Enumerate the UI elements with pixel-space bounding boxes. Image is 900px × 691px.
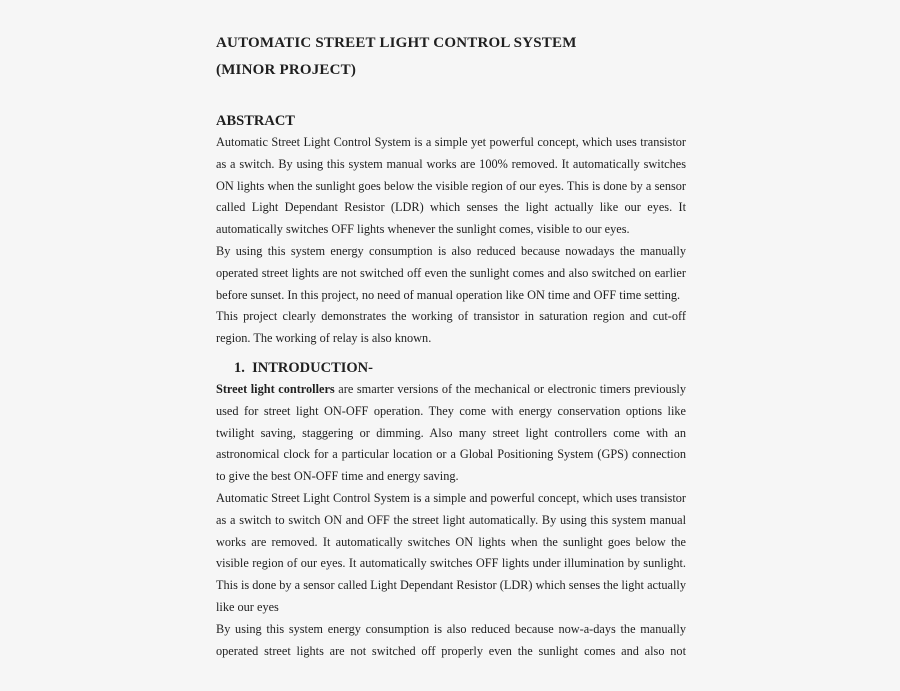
introduction-heading: 1. INTRODUCTION- xyxy=(234,359,373,376)
intro-paragraph-2: Automatic Street Light Control System is a simple and powerful concept, which uses transistor as a switch to switch ON and OFF the street light automatically. By using this system manual works are removed. It automatically switches ON lights when the sunlight goes below the visible region of our eyes. It automatically switches OFF lights under illumination by sunlight. This is done by a sensor called Light Dependant Resistor (LDR) which senses the light actually like our eyes xyxy=(216,490,686,614)
page-content xyxy=(216,30,686,662)
title-line-1: AUTOMATIC STREET LIGHT CONTROL SYSTEM xyxy=(216,35,577,51)
intro-lead-bold: Street light controllers xyxy=(216,381,335,396)
abstract-heading: ABSTRACT xyxy=(216,113,295,129)
intro-paragraph-1-rest: are smarter versions of the mechanical or electronic timers previously used for street light ON-OFF operation. They come with energy conservation options like twilight saving, staggering or dimming. Also many street light controllers come with an astronomical clock for a particular location or a Global Positioning System (GPS) connection to give the best ON-OFF time and energy saving. xyxy=(216,381,686,484)
title-line-2: (MINOR PROJECT) xyxy=(216,62,357,78)
document-title xyxy=(216,30,686,84)
intro-paragraph-1 xyxy=(216,379,686,488)
abstract-paragraph-1: Automatic Street Light Control System is a simple yet powerful concept, which uses transistor as a switch. By using this system manual works are 100% removed. It automatically switches ON lights when the sunlight goes below the visible region of our eyes. This is done by a sensor called Light Dependant Resistor (LDR) which senses the light actually like our eyes. It automatically switches OFF lights whenever the sunlight comes, visible to our eyes. xyxy=(216,135,686,237)
intro-paragraph-3: By using this system energy consumption is also reduced because now-a-days the manually operated street lights are not switched off properly even the sunlight comes and also not xyxy=(216,621,686,658)
abstract-paragraph-2: By using this system energy consumption is also reduced because nowadays the manually operated street lights are not switched off even the sunlight comes and also switched on earlier before sunset. In this project, no need of manual operation like ON time and OFF time setting. xyxy=(216,243,686,302)
abstract-paragraph-3: This project clearly demonstrates the working of transistor in saturation region and cut-off region. The working of relay is also known. xyxy=(216,309,686,346)
